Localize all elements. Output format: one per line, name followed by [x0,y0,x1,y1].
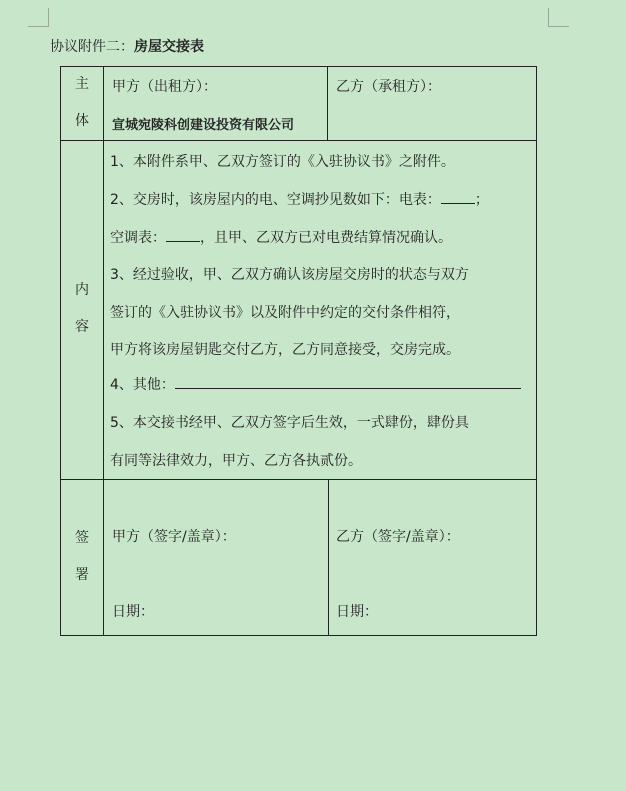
party-b-date-label: 日期： [336,604,378,620]
heading-prefix: 协议附件二： [50,39,134,55]
content-line-3 [110,227,530,247]
signature-row-label-bottom: 署 [75,567,89,583]
content-line-8: 5、本交接书经甲、乙双方签字后生效，一式肆份，肆份具 [110,415,469,431]
heading-title: 房屋交接表 [134,39,204,55]
table-divider-row-1 [60,140,537,141]
table-divider-subject-middle [327,66,328,140]
party-a-date-label: 日期： [112,604,154,620]
party-a-company-name: 宣城宛陵科创建设投资有限公司 [112,118,295,133]
content-line-4: 3、经过验收，甲、乙双方确认该房屋交房时的状态与双方 [110,267,469,283]
content-row-label-top: 内 [75,282,89,298]
subject-row-label-top: 主 [75,76,89,92]
content-line-6: 甲方将该房屋钥匙交付乙方，乙方同意接受，交房完成。 [110,342,460,358]
subject-row-label-bottom: 体 [75,113,89,129]
content-row-label-bottom: 容 [75,319,89,335]
semicolon-mark: ； [474,192,489,208]
content-line-5: 签订的《入驻协议书》以及附件中约定的交付条件相符， [110,305,460,321]
party-a-label: 甲方（出租方）： [112,79,217,95]
table-divider-signature-middle [328,479,329,636]
content-line-7 [110,374,530,394]
party-b-signature-label: 乙方（签字/盖章）： [336,529,460,545]
other-label: 4、其他： [110,377,175,393]
party-b-label: 乙方（承租方）： [336,79,441,95]
party-a-signature-label: 甲方（签字/盖章）： [112,529,236,545]
electric-meter-blank [441,190,475,204]
document-heading [50,36,204,56]
content-line-2 [110,189,530,209]
ac-meter-text: 空调表： [110,230,166,246]
content-line-1: 1、本附件系甲、乙双方签订的《入驻协议书》之附件。 [110,154,455,170]
table-divider-row-2 [60,479,537,480]
meter-reading-text: 2、交房时，该房屋内的电、空调抄见数如下：电表： [110,192,441,208]
ac-meter-confirm-text: ，且甲、乙双方已对电费结算情况确认。 [200,230,452,246]
page-corner-mark-right [548,8,569,27]
table-divider-left-column [103,66,104,636]
page-corner-mark-left [28,8,49,27]
content-line-9: 有同等法律效力，甲方、乙方各执贰份。 [110,453,362,469]
signature-row-label-top: 签 [75,530,89,546]
ac-meter-blank [166,228,200,242]
other-blank [175,375,521,389]
